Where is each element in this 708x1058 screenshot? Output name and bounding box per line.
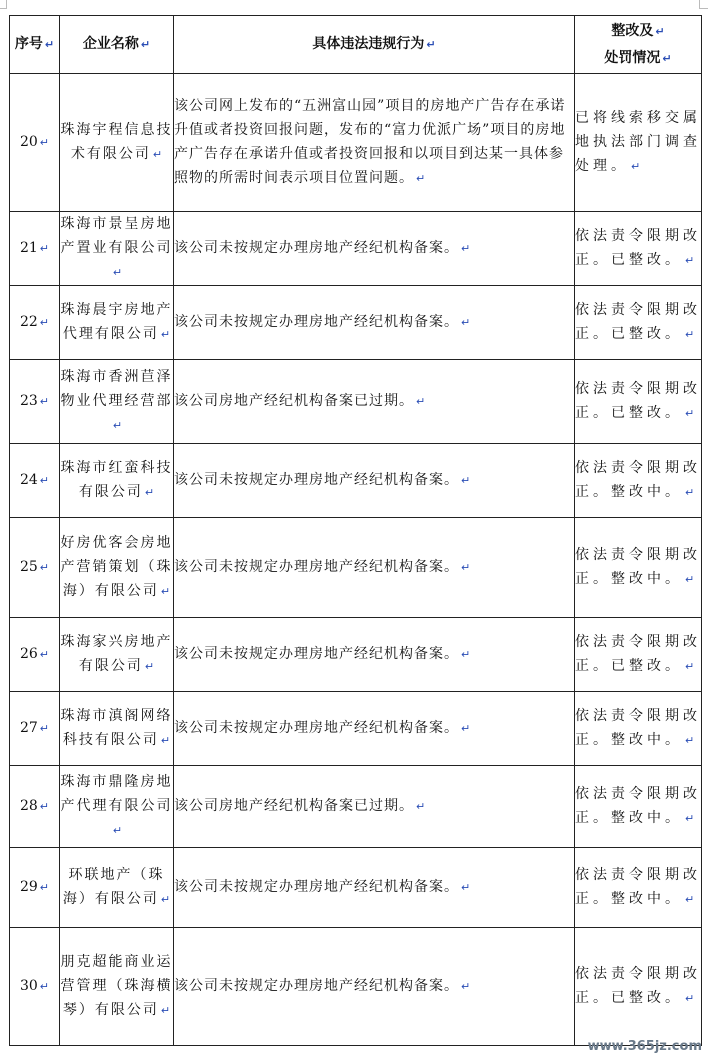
rectification-result-text: 依法责令限期改正。已整改。	[575, 381, 701, 421]
company-name	[60, 444, 174, 518]
table-row	[10, 74, 702, 212]
violation-behavior	[174, 848, 575, 928]
paragraph-mark: ↵	[416, 172, 426, 185]
row-number	[10, 618, 60, 692]
company-name-text: 环联地产（珠海）有限公司	[62, 867, 165, 907]
company-name-text: 珠海市景呈房地产置业有限公司	[60, 216, 173, 256]
paragraph-mark: ↵	[39, 136, 50, 149]
rectification-result-text: 依法责令限期改正。已整改。	[575, 966, 701, 1006]
row-number-text: 28	[19, 798, 38, 814]
company-name-text: 好房优客会房地产营销策划（珠海）有限公司	[60, 535, 173, 599]
violation-behavior-text: 该公司未按规定办理房地产经纪机构备案。	[174, 472, 459, 488]
row-number	[10, 928, 60, 1046]
row-number	[10, 360, 60, 444]
rectification-result-text: 依法责令限期改正。整改中。	[575, 547, 701, 587]
row-number	[10, 848, 60, 928]
table-row	[10, 212, 702, 286]
violations-table	[9, 15, 702, 1046]
rectification-result	[575, 928, 702, 1046]
paragraph-mark: ↵	[685, 328, 695, 341]
row-number	[10, 692, 60, 766]
page-corner-mark	[699, 0, 708, 9]
rectification-result-text: 依法责令限期改正。已整改。	[575, 634, 701, 674]
paragraph-mark: ↵	[39, 980, 50, 993]
paragraph-mark: ↵	[144, 486, 155, 499]
table-row	[10, 618, 702, 692]
rectification-result-text: 依法责令限期改正。整改中。	[575, 867, 701, 907]
violation-behavior	[174, 74, 575, 212]
header-company: 企业名称 ↵	[60, 16, 174, 74]
paragraph-mark: ↵	[416, 800, 426, 813]
paragraph-mark: ↵	[160, 1004, 171, 1017]
violation-behavior-text: 该公司未按规定办理房地产经纪机构备案。	[174, 240, 459, 256]
paragraph-mark: ↵	[144, 660, 155, 673]
row-number	[10, 766, 60, 848]
paragraph-mark: ↵	[461, 881, 471, 894]
header-row	[10, 16, 702, 74]
violation-behavior	[174, 618, 575, 692]
company-name	[60, 692, 174, 766]
company-name	[60, 766, 174, 848]
paragraph-mark: ↵	[39, 316, 50, 329]
row-number-text: 24	[19, 472, 38, 488]
violation-behavior	[174, 212, 575, 286]
rectification-result-text: 依法责令限期改正。整改中。	[575, 786, 701, 826]
rectification-result	[575, 618, 702, 692]
paragraph-mark: ↵	[39, 800, 50, 813]
rectification-result	[575, 692, 702, 766]
rectification-result-text: 依法责令限期改正。已整改。	[575, 228, 701, 268]
violation-behavior-text: 该公司房地产经纪机构备案已过期。	[174, 798, 414, 814]
paragraph-mark: ↵	[112, 824, 123, 837]
rectification-result	[575, 74, 702, 212]
row-number-text: 27	[19, 720, 38, 736]
table-row	[10, 360, 702, 444]
rectification-result	[575, 286, 702, 360]
violation-behavior	[174, 928, 575, 1046]
row-number-text: 21	[19, 240, 38, 256]
paragraph-mark: ↵	[685, 486, 695, 499]
violation-behavior-text: 该公司未按规定办理房地产经纪机构备案。	[174, 978, 459, 994]
rectification-result-text: 依法责令限期改正。已整改。	[575, 302, 701, 342]
table-row	[10, 766, 702, 848]
company-name-text: 珠海市滇阁网络科技有限公司	[60, 708, 173, 748]
company-name-text: 珠海晨宇房地产代理有限公司	[60, 302, 173, 342]
company-name	[60, 848, 174, 928]
paragraph-mark: ↵	[461, 242, 471, 255]
company-name	[60, 518, 174, 618]
paragraph-mark: ↵	[685, 407, 695, 420]
company-name-text: 珠海市红蛮科技有限公司	[60, 460, 173, 500]
violation-behavior-text: 该公司网上发布的“五洲富山园”项目的房地产广告存在承诺升值或者投资回报问题，发布的“富力优派广场”项目的房地产广告存在承诺升值或者投资回报和以项目到达某一具体参照物的所需时间表示项目位置问题。	[174, 98, 566, 186]
paragraph-mark: ↵	[160, 328, 171, 341]
company-name	[60, 212, 174, 286]
paragraph-mark: ↵	[39, 561, 50, 574]
violation-behavior	[174, 766, 575, 848]
violation-behavior-text: 该公司未按规定办理房地产经纪机构备案。	[174, 559, 459, 575]
row-number-text: 23	[19, 393, 38, 409]
paragraph-mark: ↵	[461, 561, 471, 574]
paragraph-mark: ↵	[39, 242, 50, 255]
violation-behavior-text: 该公司房地产经纪机构备案已过期。	[174, 393, 414, 409]
rectification-result	[575, 518, 702, 618]
paragraph-mark: ↵	[685, 573, 695, 586]
violation-behavior	[174, 518, 575, 618]
paragraph-mark: ↵	[39, 648, 50, 661]
violation-behavior	[174, 360, 575, 444]
row-number	[10, 444, 60, 518]
violation-behavior-text: 该公司未按规定办理房地产经纪机构备案。	[174, 879, 459, 895]
paragraph-mark: ↵	[461, 648, 471, 661]
violation-behavior-text: 该公司未按规定办理房地产经纪机构备案。	[174, 314, 459, 330]
watermark: www.365jz.com	[587, 1039, 702, 1054]
row-number-text: 26	[19, 646, 38, 662]
row-number	[10, 518, 60, 618]
paragraph-mark: ↵	[39, 881, 50, 894]
company-name	[60, 360, 174, 444]
paragraph-mark: ↵	[39, 395, 50, 408]
violation-behavior	[174, 286, 575, 360]
paragraph-mark: ↵	[160, 734, 171, 747]
rectification-result-text: 依法责令限期改正。整改中。	[575, 708, 701, 748]
rectification-result	[575, 444, 702, 518]
paragraph-mark: ↵	[631, 160, 641, 173]
company-name-text: 珠海宇程信息技术有限公司	[60, 122, 173, 162]
paragraph-mark: ↵	[461, 474, 471, 487]
paragraph-mark: ↵	[461, 980, 471, 993]
company-name-text: 珠海市鼎隆房地产代理有限公司	[60, 774, 173, 814]
violation-behavior-text: 该公司未按规定办理房地产经纪机构备案。	[174, 720, 459, 736]
company-name	[60, 286, 174, 360]
header-behavior: 具体违法违规行为 ↵	[174, 16, 575, 74]
paragraph-mark: ↵	[112, 419, 123, 432]
row-number-text: 30	[19, 978, 38, 994]
rectification-result-text: 已将线索移交属地执法部门调查处理。	[575, 110, 701, 174]
row-number-text: 22	[19, 314, 38, 330]
header-result: 整改及 ↵ 处罚情况 ↵	[575, 16, 702, 74]
row-number-text: 29	[19, 879, 38, 895]
paragraph-mark: ↵	[160, 585, 171, 598]
row-number	[10, 74, 60, 212]
rectification-result	[575, 360, 702, 444]
table-row	[10, 928, 702, 1046]
paragraph-mark: ↵	[416, 395, 426, 408]
rectification-result	[575, 766, 702, 848]
violation-behavior-text: 该公司未按规定办理房地产经纪机构备案。	[174, 646, 459, 662]
row-number	[10, 212, 60, 286]
paragraph-mark: ↵	[685, 893, 695, 906]
table-row	[10, 286, 702, 360]
paragraph-mark: ↵	[39, 722, 50, 735]
company-name	[60, 74, 174, 212]
table-row	[10, 518, 702, 618]
table-row	[10, 848, 702, 928]
row-number-text: 25	[19, 559, 38, 575]
rectification-result	[575, 212, 702, 286]
paragraph-mark: ↵	[685, 812, 695, 825]
paragraph-mark: ↵	[461, 316, 471, 329]
violation-behavior	[174, 444, 575, 518]
row-number-text: 20	[19, 134, 38, 150]
company-name-text: 朋克超能商业运营管理（珠海横琴）有限公司	[60, 954, 173, 1018]
paragraph-mark: ↵	[685, 254, 695, 267]
rectification-result-text: 依法责令限期改正。整改中。	[575, 460, 701, 500]
paragraph-mark: ↵	[685, 660, 695, 673]
paragraph-mark: ↵	[112, 266, 123, 279]
row-number	[10, 286, 60, 360]
company-name	[60, 928, 174, 1046]
paragraph-mark: ↵	[160, 893, 171, 906]
page-corner-mark	[0, 0, 7, 9]
table-row	[10, 692, 702, 766]
paragraph-mark: ↵	[152, 148, 163, 161]
company-name-text: 珠海市香洲苣泽物业代理经营部	[60, 369, 173, 409]
paragraph-mark: ↵	[685, 734, 695, 747]
company-name-text: 珠海家兴房地产有限公司	[60, 634, 173, 674]
paragraph-mark: ↵	[39, 474, 50, 487]
header-no: 序号 ↵	[10, 16, 60, 74]
violation-behavior	[174, 692, 575, 766]
rectification-result	[575, 848, 702, 928]
paragraph-mark: ↵	[685, 992, 695, 1005]
table-row	[10, 444, 702, 518]
company-name	[60, 618, 174, 692]
paragraph-mark: ↵	[461, 722, 471, 735]
